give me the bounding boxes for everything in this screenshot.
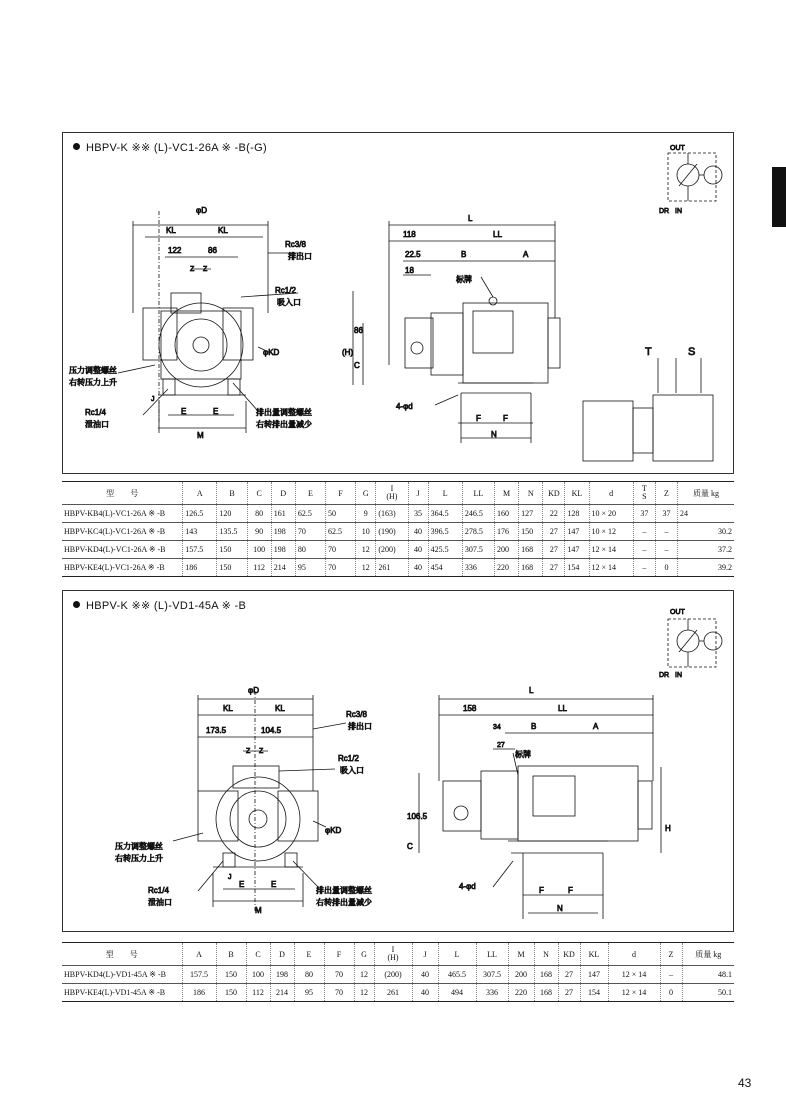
th-e: E — [295, 482, 325, 505]
cell: 22 — [543, 505, 565, 523]
th-b: B — [216, 943, 246, 966]
cell: 62.5 — [295, 505, 325, 523]
dim-h: H — [665, 824, 671, 833]
cell: 70 — [324, 984, 354, 1002]
label-pressure-screw: 压力调整螺丝 — [69, 366, 117, 375]
label-flow-screw: 排出量调整螺丝 — [316, 886, 372, 895]
cell: (200) — [376, 541, 408, 559]
dimension-drawing-2 — [63, 591, 735, 933]
cell: 35 — [408, 505, 428, 523]
cell: 100 — [247, 541, 271, 559]
cell: – — [633, 541, 655, 559]
dim-a: A — [523, 250, 529, 259]
cell: 70 — [295, 523, 325, 541]
cell: 214 — [270, 984, 294, 1002]
th-model: 型 号 — [62, 943, 182, 966]
th-f: F — [324, 943, 354, 966]
cell: 12 × 14 — [608, 984, 660, 1002]
dim-c: C — [354, 361, 360, 370]
table-row — [62, 523, 734, 541]
dim-t: T — [645, 346, 652, 358]
cell: 198 — [271, 541, 295, 559]
dim-122: 122 — [168, 246, 182, 255]
cell: (163) — [376, 505, 408, 523]
cell: HBPV-KE4(L)-VD1-45A ※ -B — [62, 984, 182, 1002]
dim-86-vertical: 86 — [354, 326, 363, 335]
drawing-panel-vc1 — [62, 132, 734, 474]
dim-h: (H) — [342, 348, 354, 357]
cell: 80 — [294, 966, 324, 984]
cell: 27 — [558, 966, 580, 984]
th-d: D — [271, 482, 295, 505]
dim-86: 86 — [208, 246, 217, 255]
dim-a: A — [593, 722, 599, 731]
cell: 154 — [580, 984, 608, 1002]
cell: – — [655, 541, 677, 559]
table-row — [62, 541, 734, 559]
cell: 62.5 — [326, 523, 356, 541]
dim-m: M — [255, 906, 262, 915]
cell: 161 — [271, 505, 295, 523]
dim-e1: E — [239, 880, 245, 889]
dim-104-5: 104.5 — [261, 726, 282, 735]
dim-j: J — [151, 396, 155, 403]
th-j: J — [408, 482, 428, 505]
cell: 336 — [476, 984, 508, 1002]
th-g: G — [356, 482, 376, 505]
port-rc12: Rc1/2 — [275, 286, 296, 295]
cell: 176 — [495, 523, 519, 541]
cell: 120 — [217, 505, 247, 523]
cell: – — [660, 966, 682, 984]
th-model: 型 号 — [62, 482, 183, 505]
dim-z2: Z — [203, 266, 208, 273]
th-n: N — [519, 482, 543, 505]
dim-f2: F — [568, 886, 573, 895]
cell: 128 — [565, 505, 589, 523]
dim-phiD: φD — [248, 686, 259, 695]
label-outlet: 排出口 — [288, 252, 312, 261]
table-header — [62, 482, 734, 505]
cell: 0 — [660, 984, 682, 1002]
symbol-out: OUT — [670, 145, 685, 152]
dim-z1: Z — [246, 748, 251, 755]
cell: 27 — [543, 541, 565, 559]
cell: 10 × 20 — [589, 505, 633, 523]
cell: 200 — [508, 966, 534, 984]
cell: HBPV-KE4(L)-VC1-26A ※ -B — [62, 559, 183, 577]
cell: 100 — [246, 966, 270, 984]
th-i-h: I (H) — [376, 482, 408, 505]
dim-ll: LL — [558, 704, 567, 713]
cell: 198 — [270, 966, 294, 984]
cell: 127 — [519, 505, 543, 523]
label-flow-screw: 排出量调整螺丝 — [256, 408, 312, 417]
cell: 220 — [508, 984, 534, 1002]
th-b: B — [217, 482, 247, 505]
label-inlet: 吸入口 — [340, 766, 364, 775]
cell: 70 — [326, 541, 356, 559]
th-e: E — [294, 943, 324, 966]
dim-106-5: 106.5 — [407, 812, 428, 821]
label-drain: 泄油口 — [85, 420, 109, 429]
cell: 12 — [356, 541, 376, 559]
cell: 70 — [326, 559, 356, 577]
cell: 150 — [216, 966, 246, 984]
cell: 425.5 — [428, 541, 462, 559]
cell: 40 — [412, 966, 438, 984]
cell: 10 × 12 — [589, 523, 633, 541]
side-view — [353, 221, 560, 443]
cell: 135.5 — [217, 523, 247, 541]
th-m: M — [495, 482, 519, 505]
table-row — [62, 559, 734, 577]
port-rc12: Rc1/2 — [338, 754, 359, 763]
cell: 246.5 — [462, 505, 494, 523]
cell: 80 — [247, 505, 271, 523]
label-pressure-screw: 压力调整螺丝 — [115, 842, 163, 851]
dim-18: 18 — [405, 266, 414, 275]
dim-4-phid: 4-φd — [459, 882, 476, 891]
cell: 150 — [216, 984, 246, 1002]
table-header — [62, 943, 734, 966]
cell: 147 — [565, 523, 589, 541]
cell: 307.5 — [462, 541, 494, 559]
cell: 37.2 — [678, 541, 734, 559]
dim-kl-left: KL — [166, 226, 176, 235]
cell: 12 — [356, 559, 376, 577]
cell: 154 — [565, 559, 589, 577]
variant-view — [583, 358, 713, 461]
cell: 465.5 — [438, 966, 476, 984]
cell: 50.1 — [682, 984, 734, 1002]
dim-phiKD: φKD — [325, 826, 342, 835]
drawing-panel-vd1 — [62, 590, 734, 932]
cell: 12 — [354, 966, 374, 984]
th-mass: 质量 kg — [678, 482, 734, 505]
dimension-drawing-1 — [63, 133, 735, 475]
dimension-table-vc1 — [62, 481, 734, 577]
th-c: C — [246, 943, 270, 966]
cell: 396.5 — [428, 523, 462, 541]
th-mass: 质量 kg — [682, 943, 734, 966]
th-d-small: d — [608, 943, 660, 966]
cell: 168 — [534, 966, 558, 984]
cell: 454 — [428, 559, 462, 577]
th-a: A — [183, 482, 217, 505]
cell: 307.5 — [476, 966, 508, 984]
cell: 37 — [633, 505, 655, 523]
dim-f1: F — [539, 886, 544, 895]
dim-l: L — [529, 686, 534, 695]
symbol-dr: DR — [659, 672, 670, 679]
front-view — [173, 691, 346, 911]
th-f: F — [326, 482, 356, 505]
hydraulic-symbol — [668, 153, 722, 201]
dim-phiKD: φKD — [263, 348, 280, 357]
dim-c: C — [407, 842, 413, 851]
cell: 198 — [271, 523, 295, 541]
cell: 48.1 — [682, 966, 734, 984]
cell: 27 — [543, 559, 565, 577]
label-pressure-rise: 右转压力上升 — [115, 854, 163, 863]
cell: 126.5 — [183, 505, 217, 523]
th-a: A — [182, 943, 216, 966]
dim-s: S — [688, 346, 696, 358]
label-pressure-rise: 右转压力上升 — [69, 378, 117, 387]
cell: 12 × 14 — [608, 966, 660, 984]
port-rc14: Rc1/4 — [148, 886, 169, 895]
cell: 214 — [271, 559, 295, 577]
cell: HBPV-KD4(L)-VC1-26A ※ -B — [62, 541, 183, 559]
th-z: Z — [660, 943, 682, 966]
th-l: L — [428, 482, 462, 505]
cell: 143 — [183, 523, 217, 541]
label-outlet: 排出口 — [348, 722, 372, 731]
dim-34: 34 — [493, 724, 501, 731]
cell: 157.5 — [182, 966, 216, 984]
cell: 95 — [295, 559, 325, 577]
th-m: M — [508, 943, 534, 966]
cell: – — [633, 559, 655, 577]
cell: 50 — [326, 505, 356, 523]
th-t-s: T S — [633, 482, 655, 505]
dim-27: 27 — [497, 742, 505, 749]
cell: 186 — [183, 559, 217, 577]
cell: 39.2 — [678, 559, 734, 577]
cell: 200 — [495, 541, 519, 559]
table-row — [62, 984, 734, 1002]
port-rc38: Rc3/8 — [346, 710, 367, 719]
cell: 160 — [495, 505, 519, 523]
th-d-small: d — [589, 482, 633, 505]
cell: 40 — [412, 984, 438, 1002]
cell: 147 — [580, 966, 608, 984]
symbol-out: OUT — [670, 609, 685, 616]
cell: 168 — [534, 984, 558, 1002]
cell: 12 × 14 — [589, 559, 633, 577]
cell: 157.5 — [183, 541, 217, 559]
dim-b: B — [531, 722, 537, 731]
th-ll: LL — [476, 943, 508, 966]
th-n: N — [534, 943, 558, 966]
cell: – — [655, 523, 677, 541]
dim-phiD: φD — [196, 206, 207, 215]
port-rc14: Rc1/4 — [85, 408, 106, 417]
dim-l: L — [468, 214, 473, 223]
dim-158: 158 — [463, 704, 477, 713]
dim-n: N — [557, 904, 563, 913]
cell: 261 — [376, 559, 408, 577]
label-inlet: 吸入口 — [277, 298, 301, 307]
cell: 150 — [217, 541, 247, 559]
label-nameplate: 标牌 — [456, 275, 472, 284]
cell: 150 — [519, 523, 543, 541]
th-d: D — [270, 943, 294, 966]
th-ll: LL — [462, 482, 494, 505]
dim-22-5: 22.5 — [405, 250, 421, 259]
symbol-dr: DR — [659, 208, 670, 215]
table-row — [62, 505, 734, 523]
cell: 37 — [655, 505, 677, 523]
dim-ll: LL — [493, 230, 502, 239]
cell: 112 — [247, 559, 271, 577]
cell: – — [633, 523, 655, 541]
front-view — [118, 211, 303, 433]
symbol-in: IN — [675, 208, 682, 215]
cell: 40 — [408, 559, 428, 577]
dim-118: 118 — [403, 230, 416, 239]
dim-e2: E — [213, 407, 219, 416]
cell: 27 — [558, 984, 580, 1002]
th-kd: KD — [558, 943, 580, 966]
cell: 186 — [182, 984, 216, 1002]
cell: 364.5 — [428, 505, 462, 523]
th-j: J — [412, 943, 438, 966]
dim-173-5: 173.5 — [206, 726, 227, 735]
table-row — [62, 966, 734, 984]
label-nameplate: 标牌 — [515, 750, 531, 759]
section-tab — [772, 167, 786, 227]
th-l: L — [438, 943, 476, 966]
hydraulic-symbol — [668, 619, 722, 667]
cell: 95 — [294, 984, 324, 1002]
cell: 24 — [678, 505, 734, 523]
cell: 494 — [438, 984, 476, 1002]
cell: HBPV-KC4(L)-VC1-26A ※ -B — [62, 523, 183, 541]
th-kl: KL — [565, 482, 589, 505]
th-z: Z — [655, 482, 677, 505]
cell: 220 — [495, 559, 519, 577]
cell: 12 — [354, 984, 374, 1002]
th-kl: KL — [580, 943, 608, 966]
dim-kl-left: KL — [223, 704, 233, 713]
dim-z2: Z — [259, 748, 264, 755]
label-flow-reduce: 右转排出量减少 — [256, 420, 312, 429]
dim-e2: E — [271, 880, 277, 889]
cell: 168 — [519, 559, 543, 577]
dim-b: B — [461, 250, 467, 259]
symbol-in: IN — [675, 672, 682, 679]
cell: 30.2 — [678, 523, 734, 541]
dim-e1: E — [181, 407, 187, 416]
cell: 90 — [247, 523, 271, 541]
cell: 168 — [519, 541, 543, 559]
cell: 278.5 — [462, 523, 494, 541]
cell: 12 × 14 — [589, 541, 633, 559]
port-rc38: Rc3/8 — [285, 240, 306, 249]
dim-n: N — [491, 430, 497, 439]
cell: 112 — [246, 984, 270, 1002]
cell: 147 — [565, 541, 589, 559]
cell: 27 — [543, 523, 565, 541]
dim-kl-right: KL — [218, 226, 228, 235]
dim-f2: F — [503, 414, 508, 423]
dim-m: M — [197, 431, 204, 440]
cell: (190) — [376, 523, 408, 541]
th-g: G — [354, 943, 374, 966]
cell: 10 — [356, 523, 376, 541]
dim-z1: Z — [190, 266, 195, 273]
page-number: 43 — [738, 1076, 752, 1090]
th-kd: KD — [543, 482, 565, 505]
cell: HBPV-KD4(L)-VD1-45A ※ -B — [62, 966, 182, 984]
cell: 70 — [324, 966, 354, 984]
cell: 80 — [295, 541, 325, 559]
th-c: C — [247, 482, 271, 505]
cell: 40 — [408, 523, 428, 541]
cell: 40 — [408, 541, 428, 559]
th-i-h: I (H) — [374, 943, 412, 966]
model-title: HBPV-K ※※ (L)-VC1-26A ※ -B(-G) — [86, 142, 267, 154]
model-title: HBPV-K ※※ (L)-VD1-45A ※ -B — [86, 600, 247, 612]
dim-f1: F — [476, 414, 481, 423]
dim-kl-right: KL — [275, 704, 285, 713]
cell: 261 — [374, 984, 412, 1002]
label-flow-reduce: 右转排出量减少 — [316, 898, 372, 907]
dim-4-phid: 4-φd — [396, 402, 413, 411]
dim-j: J — [228, 874, 232, 881]
cell: (200) — [374, 966, 412, 984]
cell: 9 — [356, 505, 376, 523]
cell: 150 — [217, 559, 247, 577]
cell: 0 — [655, 559, 677, 577]
label-drain: 泄油口 — [148, 898, 172, 907]
dimension-table-vd1 — [62, 942, 734, 1002]
cell: 336 — [462, 559, 494, 577]
cell: HBPV-KB4(L)-VC1-26A ※ -B — [62, 505, 183, 523]
